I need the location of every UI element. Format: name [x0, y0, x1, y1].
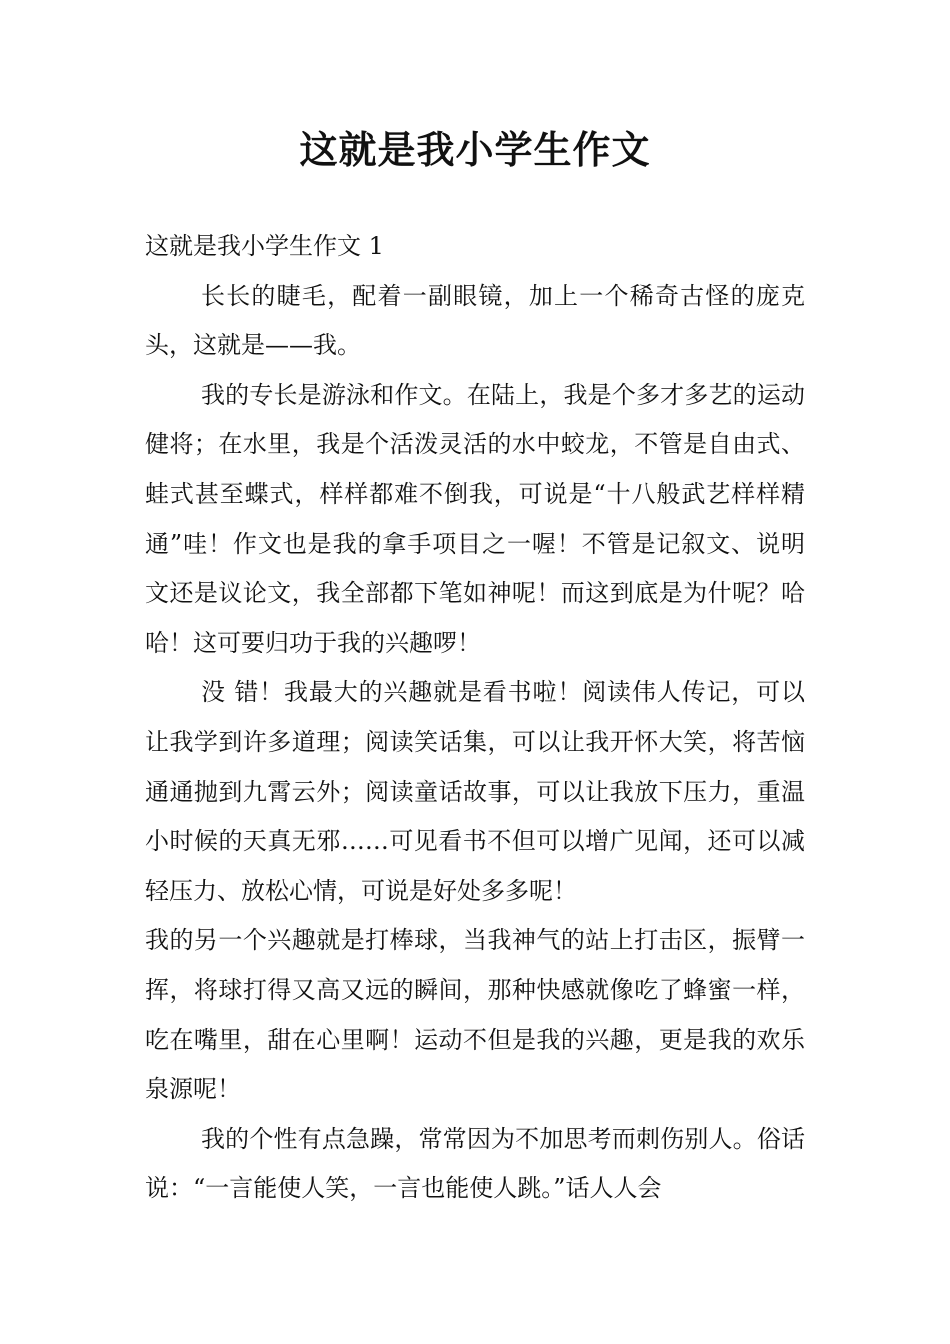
paragraph-baseball: 我的另一个兴趣就是打棒球，当我神气的站上打击区，振臂一挥，将球打得又高又远的瞬间，那种快感就像吃了蜂蜜一样，吃在嘴里，甜在心里啊！运动不但是我的兴趣，更是我的欢乐泉源呢！: [145, 926, 805, 1104]
paragraph-personality: 我的个性有点急躁，常常因为不加思考而刺伤别人。俗话说：“一言能使人笑，一言也能使人跳。”话人人会: [145, 1124, 805, 1203]
paragraph-specialties: 我的专长是游泳和作文。在陆上，我是个多才多艺的运动健将；在水里，我是个活泼灵活的水中蛟龙，不管是自由式、蛙式甚至蝶式，样样都难不倒我，可说是“十八般武艺样样精通”哇！作文也是我的拿手项目之一喔！不管是记叙文、说明文还是议论文，我全部都下笔如神呢！而这到底是为什呢？哈哈！这可要归功于我的兴趣啰！: [145, 380, 805, 657]
section-heading: 这就是我小学生作文 1: [145, 232, 384, 260]
paragraph-intro: 长长的睫毛，配着一副眼镜，加上一个稀奇古怪的庞克头，这就是——我。: [145, 281, 805, 360]
paragraph-reading: 没 错！我最大的兴趣就是看书啦！阅读伟人传记，可以让我学到许多道理；阅读笑话集，可以让我开怀大笑，将苦恼通通抛到九霄云外；阅读童话故事，可以让我放下压力，重温小时候的天真无邪……可见看书不但可以增广见闻，还可以减轻压力、放松心情，可说是好处多多呢！: [145, 678, 805, 905]
document-body: [145, 222, 805, 1214]
document-title: 这就是我小学生作文: [299, 128, 651, 172]
